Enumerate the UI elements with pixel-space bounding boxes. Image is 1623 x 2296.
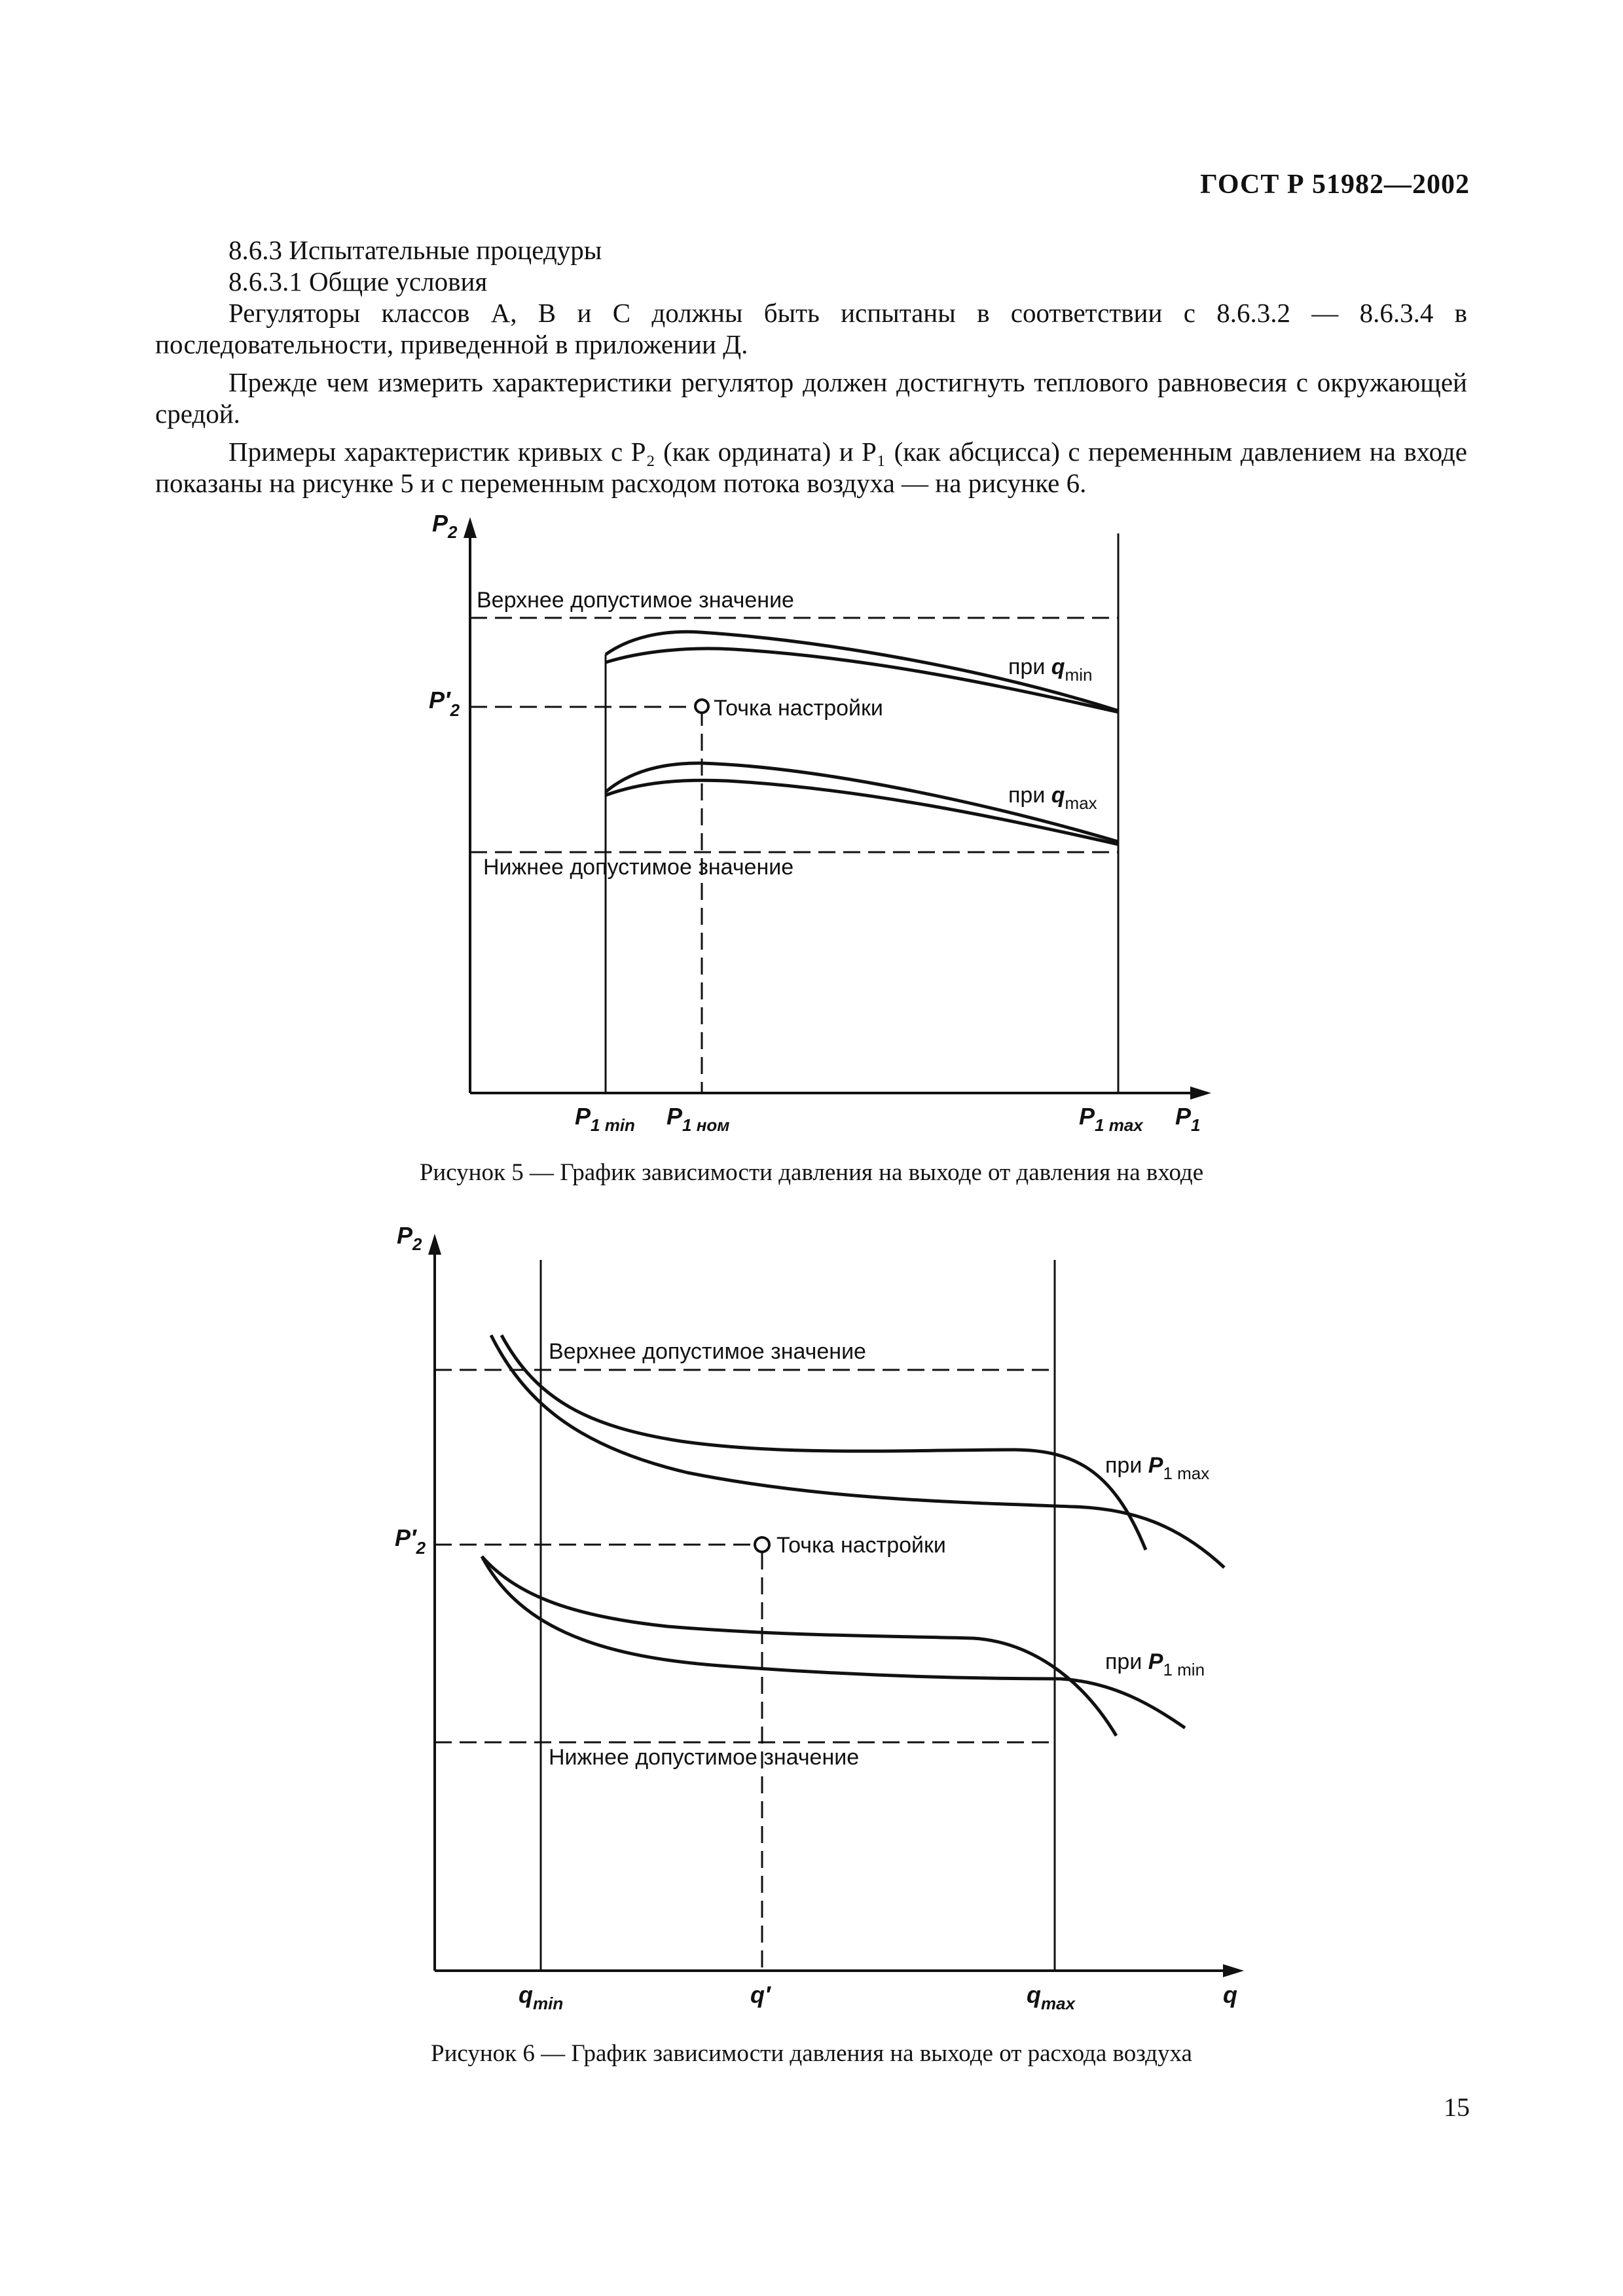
figure-6-caption: Рисунок 6 — График зависимости давления на выходе от расхода воздуха <box>431 2040 1192 2067</box>
fig5-y-axis-label: $P_2$ <box>432 510 458 542</box>
fig5-curve-qmin-label: при $q_{min}$ <box>1008 655 1093 685</box>
figure-5-caption: Рисунок 5 — График зависимости давления на выходе от давления на входе <box>419 1159 1204 1186</box>
fig6-y-axis-label: $P_2$ <box>397 1222 422 1254</box>
fig6-p2-setpoint-label: $P'_2$ <box>395 1524 426 1558</box>
fig6-curve-p1min-a <box>482 1556 1116 1736</box>
fig6-xtick-qmin: $q_{min}$ <box>519 1981 564 2013</box>
fig6-xtick-q-prime: q′ <box>750 1981 771 2008</box>
figure-5-diagram <box>0 497 1623 1139</box>
fig6-y-arrow <box>428 1234 441 1255</box>
body-text <box>155 234 1467 505</box>
fig6-curve-p1min-b <box>482 1556 1185 1728</box>
fig5-xtick-p1max: $P_{1 max}$ <box>1079 1103 1143 1135</box>
fig5-x-arrow <box>1190 1086 1211 1100</box>
section-heading-8-6-3: 8.6.3 Испытательные процедуры <box>228 235 602 265</box>
paragraph-test-order: Регуляторы классов А, В и С должны быть испытаны в соответствии с 8.6.3.2 — 8.6.3.4 в последовательности, приведенной в приложении Д. <box>155 298 1467 359</box>
fig5-lower-limit-label: Нижнее допустимое значение <box>483 855 794 880</box>
fig5-xtick-p1min: $P_{1 min}$ <box>575 1103 635 1135</box>
fig6-xtick-qmax: $q_{max}$ <box>1027 1981 1076 2013</box>
fig6-curve-p1min-label: при $P_{1 min}$ <box>1105 1649 1205 1679</box>
fig5-xtick-p1nom: $P_{1 ном}$ <box>666 1103 730 1135</box>
fig5-setpoint-marker <box>695 700 708 713</box>
fig6-upper-limit-label: Верхнее допустимое значение <box>549 1339 866 1364</box>
fig5-curve-qmax-label: при $q_{max}$ <box>1008 783 1097 813</box>
document-header: ГОСТ Р 51982—2002 <box>1200 170 1470 200</box>
fig5-setpoint-label: Точка настройки <box>714 696 883 721</box>
fig5-upper-limit-label: Верхнее допустимое значение <box>477 588 794 613</box>
fig6-lower-limit-label: Нижнее допустимое значение <box>549 1745 860 1770</box>
fig6-setpoint-label: Точка настройки <box>776 1533 946 1558</box>
fig6-x-arrow <box>1223 1964 1244 1977</box>
fig6-x-axis-label: q <box>1223 1981 1237 2008</box>
paragraph-thermal-equilibrium: Прежде чем измерить характеристики регулятор должен достигнуть теплового равновесия с окружающей средой. <box>155 367 1467 429</box>
fig5-p2-setpoint-label: $P'_2$ <box>429 687 460 720</box>
fig6-curve-p1max-label: при $P_{1 max}$ <box>1105 1453 1210 1483</box>
figure-6-diagram <box>0 1217 1623 2016</box>
fig5-y-arrow <box>464 517 477 538</box>
paragraph-curve-examples: Примеры характеристик кривых с P₂ (как ордината) и P₁ (как абсцисса) с переменным давлением на входе показаны на рисунке 5 и с переменным расходом потока воздуха — на рисунке 6. <box>155 437 1467 498</box>
section-heading-8-6-3-1: 8.6.3.1 Общие условия <box>228 266 488 296</box>
fig5-x-axis-label: $P_1$ <box>1175 1103 1201 1135</box>
fig6-setpoint-marker <box>755 1537 769 1552</box>
page-number: 15 <box>1444 2092 1470 2122</box>
